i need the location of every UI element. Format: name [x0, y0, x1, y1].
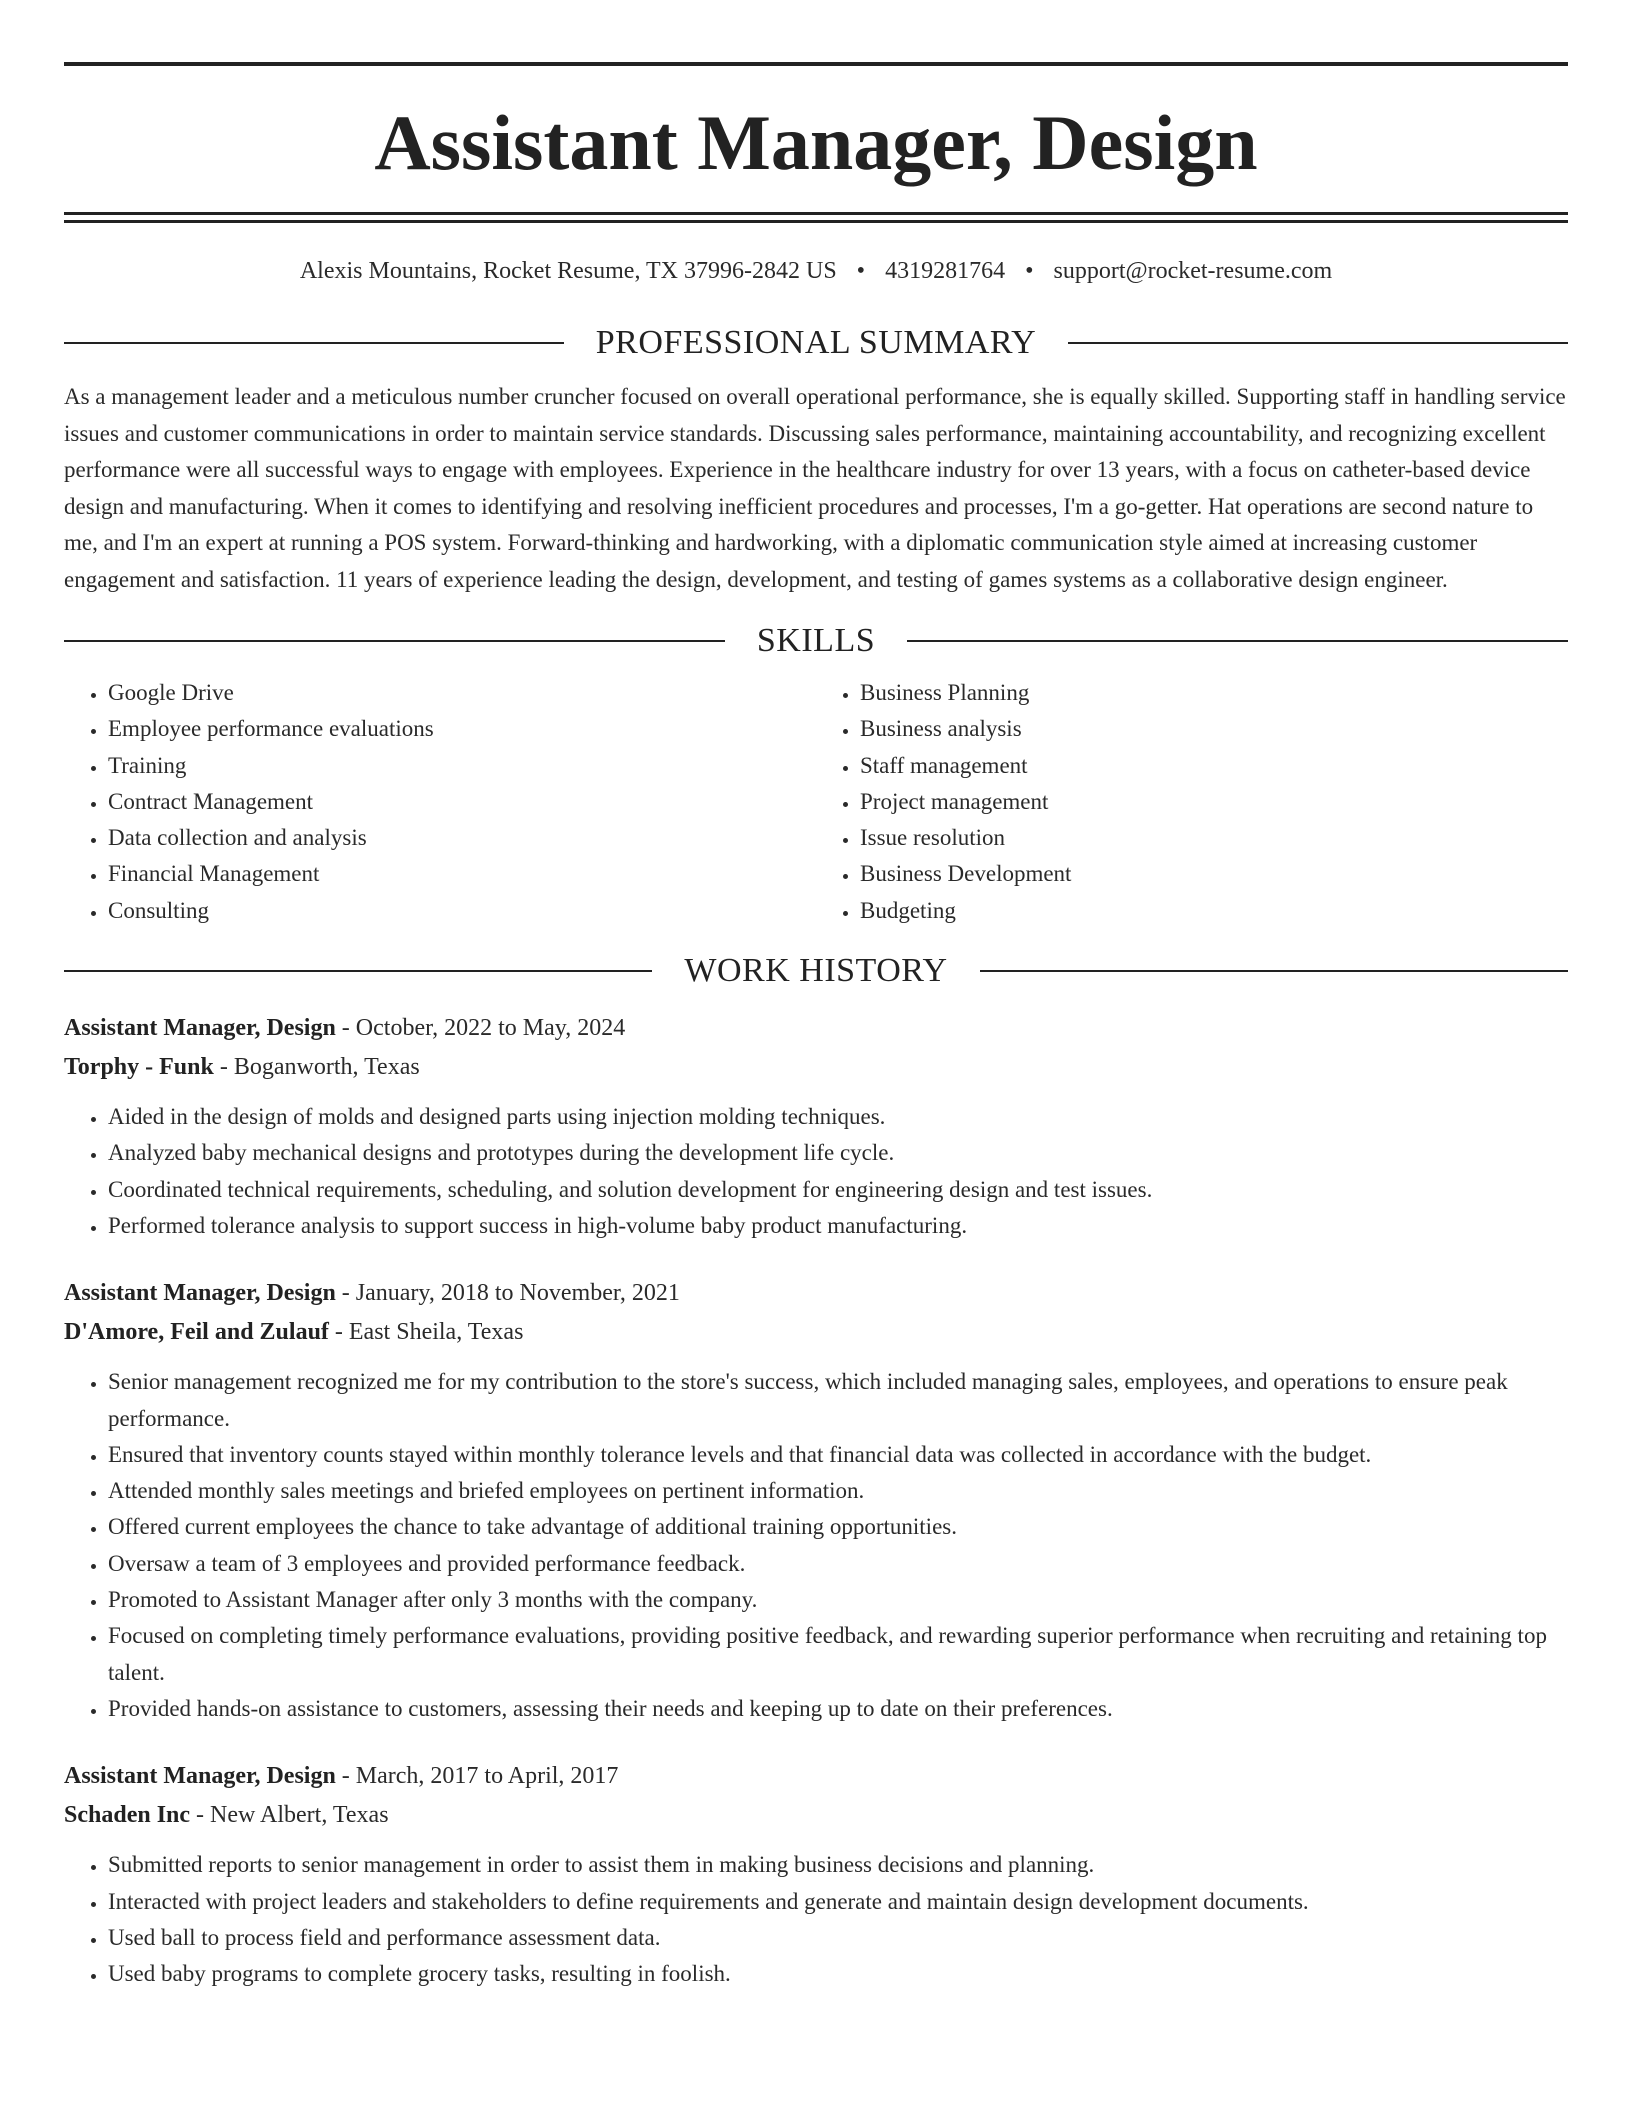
- job-entry: [64, 1009, 1568, 1244]
- job-company: D'Amore, Feil and Zulauf: [64, 1319, 329, 1346]
- summary-heading-title: PROFESSIONAL SUMMARY: [595, 324, 1037, 361]
- job-title: Assistant Manager, Design: [64, 1280, 336, 1307]
- contact-separator: •: [856, 258, 866, 284]
- skills-heading-title: SKILLS: [756, 622, 876, 659]
- job-bullet: • Used baby programs to complete grocery tasks, resulting in foolish.: [108, 1956, 1568, 1992]
- skills-list: [64, 675, 1568, 929]
- job-bullet: • Performed tolerance analysis to support success in high-volume baby product manufacturing.: [108, 1208, 1568, 1244]
- contact-separator: •: [1025, 258, 1034, 284]
- job-entry: [64, 1757, 1568, 1992]
- work-heading: [64, 951, 1568, 991]
- job-title: Assistant Manager, Design: [64, 1763, 336, 1790]
- title-double-rule: [64, 212, 1568, 223]
- resume-page: [64, 0, 1568, 1992]
- skill-item: • Contract Management: [108, 784, 816, 820]
- skills-column-left: [64, 675, 816, 929]
- skill-item: • Google Drive: [108, 675, 816, 711]
- contact-email: support@rocket-resume.com: [1053, 258, 1333, 284]
- job-bullet: • Coordinated technical requirements, scheduling, and solution development for engineering design and test issues.: [108, 1172, 1568, 1208]
- skill-item: • Staff management: [860, 748, 1568, 784]
- skill-item: • Business Development: [860, 856, 1568, 892]
- contact-phone: 4319281764: [885, 258, 1006, 284]
- top-rule: [64, 62, 1568, 66]
- job-dates: - October, 2022 to May, 2024: [335, 1015, 626, 1042]
- job-title-line: [64, 1757, 1568, 1796]
- job-bullet: • Senior management recognized me for my contribution to the store's success, which included managing sales, employees, and operations to ensure peak performance.: [108, 1364, 1568, 1437]
- job-location: - Boganworth, Texas: [213, 1054, 420, 1081]
- job-bullet: • Oversaw a team of 3 employees and provided performance feedback.: [108, 1546, 1568, 1582]
- skill-item: • Business Planning: [860, 675, 1568, 711]
- skill-item: • Budgeting: [860, 893, 1568, 929]
- resume-title: Assistant Manager, Design: [374, 99, 1258, 186]
- job-company-line: [64, 1796, 1568, 1835]
- job-bullet: • Attended monthly sales meetings and briefed employees on pertinent information.: [108, 1473, 1568, 1509]
- job-title-line: [64, 1009, 1568, 1048]
- skill-item: • Business analysis: [860, 711, 1568, 747]
- job-company-line: [64, 1048, 1568, 1087]
- heading-rule-right: [907, 640, 1568, 642]
- skill-item: • Data collection and analysis: [108, 820, 816, 856]
- job-bullet: • Focused on completing timely performance evaluations, providing positive feedback, and rewarding superior performance when recruiting and retaining top talent.: [108, 1618, 1568, 1691]
- skill-item: • Consulting: [108, 893, 816, 929]
- heading-rule-left: [64, 640, 725, 642]
- summary-heading: [64, 323, 1568, 363]
- job-bullets: [64, 1099, 1568, 1244]
- job-bullet: • Promoted to Assistant Manager after only 3 months with the company.: [108, 1582, 1568, 1618]
- job-bullet: • Ensured that inventory counts stayed within monthly tolerance levels and that financial data was collected in accordance with the budget.: [108, 1437, 1568, 1473]
- summary-text: As a management leader and a meticulous number cruncher focused on overall operational performance, she is equally skilled. Supporting staff in handling service issues and customer communications in order to maintain service standards. Discussing sales performance, maintaining accountability, and recognizing excellent performance were all successful ways to engage with employees. Experience in the healthcare industry for over 13 years, with a focus on catheter-based device design and manufacturing. When it comes to identifying and resolving inefficient procedures and processes, I'm a go-getter. Hat operations are second nature to me, and I'm an expert at running a POS system. Forward-thinking and hardworking, with a diplomatic communication style aimed at increasing customer engagement and satisfaction. 11 years of experience leading the design, development, and testing of games systems as a collaborative design engineer.: [64, 384, 1566, 592]
- job-bullet: • Analyzed baby mechanical designs and prototypes during the development life cycle.: [108, 1135, 1568, 1171]
- job-bullet: • Submitted reports to senior management in order to assist them in making business decisions and planning.: [108, 1847, 1568, 1883]
- job-dates: - March, 2017 to April, 2017: [335, 1763, 619, 1790]
- job-location: - East Sheila, Texas: [328, 1319, 524, 1346]
- job-company-line: [64, 1313, 1568, 1352]
- job-title-line: [64, 1274, 1568, 1313]
- job-bullet: • Provided hands-on assistance to customers, assessing their needs and keeping up to date on their preferences.: [108, 1691, 1568, 1727]
- job-bullet: • Offered current employees the chance to take advantage of additional training opportunities.: [108, 1509, 1568, 1545]
- contact-address: Alexis Mountains, Rocket Resume, TX 37996-2842 US: [299, 258, 837, 284]
- skill-item: • Training: [108, 748, 816, 784]
- heading-rule-left: [64, 342, 564, 344]
- skill-item: • Project management: [860, 784, 1568, 820]
- job-location: - New Albert, Texas: [190, 1802, 389, 1829]
- job-company: Torphy - Funk: [64, 1054, 214, 1081]
- job-bullets: [64, 1847, 1568, 1992]
- heading-rule-left: [64, 970, 652, 972]
- job-entry: [64, 1274, 1568, 1727]
- job-title: Assistant Manager, Design: [64, 1015, 336, 1042]
- job-company: Schaden Inc: [64, 1802, 191, 1829]
- job-bullet: • Used ball to process field and performance assessment data.: [108, 1920, 1568, 1956]
- job-bullets: [64, 1364, 1568, 1727]
- skills-column-right: [816, 675, 1568, 929]
- job-dates: - January, 2018 to November, 2021: [335, 1280, 680, 1307]
- heading-rule-right: [1068, 342, 1568, 344]
- job-bullet: • Interacted with project leaders and stakeholders to define requirements and generate and maintain design development documents.: [108, 1884, 1568, 1920]
- skills-heading: [64, 621, 1568, 661]
- heading-rule-right: [980, 970, 1568, 972]
- skill-item: • Employee performance evaluations: [108, 711, 816, 747]
- contact-line: [64, 253, 1568, 289]
- skill-item: • Financial Management: [108, 856, 816, 892]
- skill-item: • Issue resolution: [860, 820, 1568, 856]
- work-heading-title: WORK HISTORY: [684, 952, 948, 990]
- job-bullet: • Aided in the design of molds and designed parts using injection molding techniques.: [108, 1099, 1568, 1135]
